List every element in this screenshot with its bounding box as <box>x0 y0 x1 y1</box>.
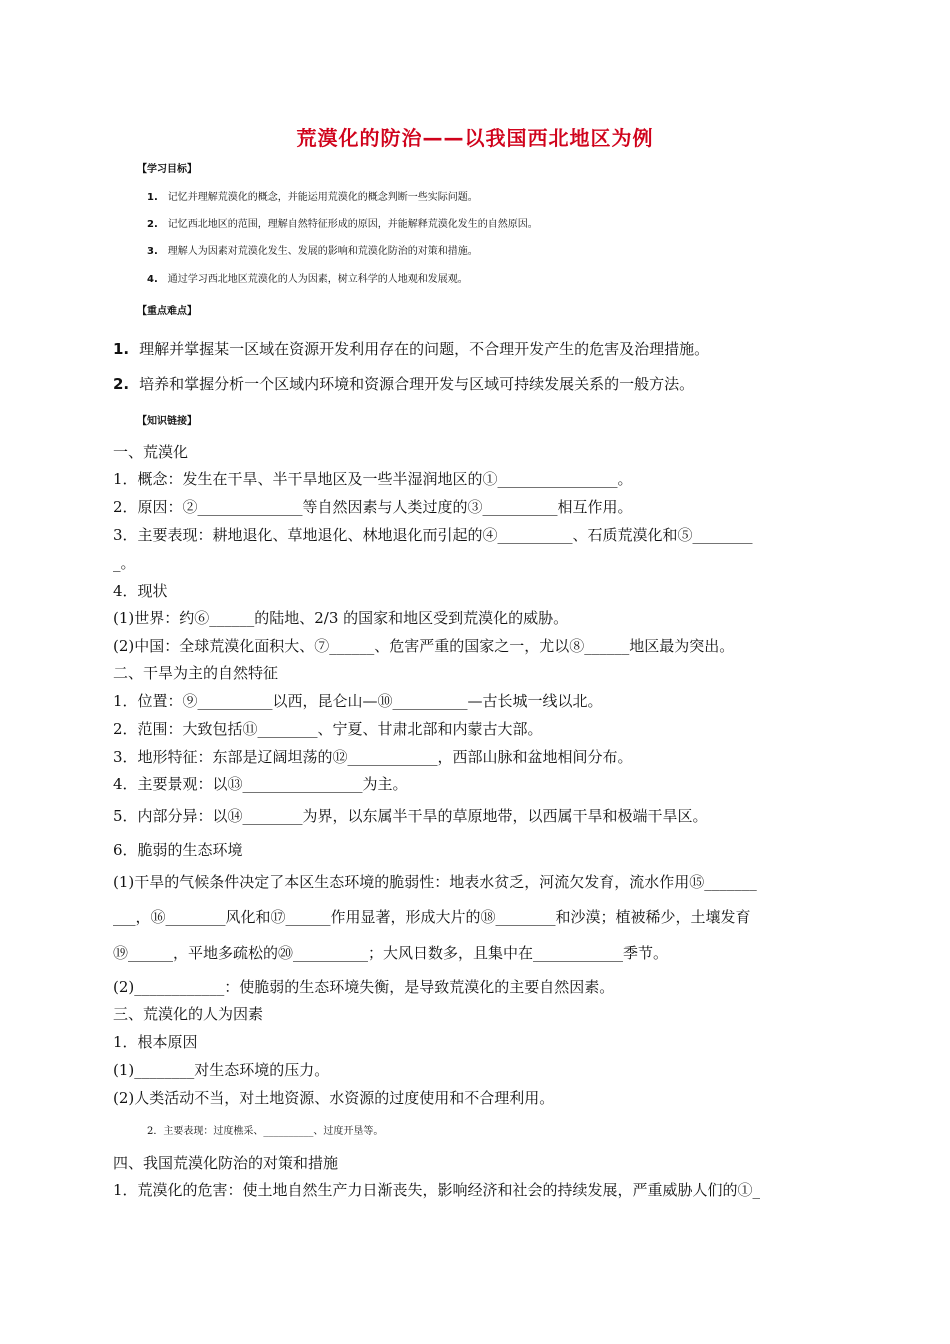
text-line: ⑲______，平地多疏松的⑳__________；大风日数多，且集中在____________季节。 <box>113 944 669 962</box>
text-line: 二、干旱为主的自然特征 <box>113 664 279 682</box>
goal-item <box>147 270 872 290</box>
goal-text: 记忆并理解荒漠化的概念，并能运用荒漠化的概念判断一些实际问题。 <box>167 192 478 203</box>
text-line: 4．现状 <box>113 582 168 600</box>
text-line: 4．主要景观：以⑬________________为主。 <box>113 775 408 793</box>
section-heading-key: 【重点难点】 <box>137 306 197 317</box>
text-line: (1)世界：约⑥______的陆地、2/3 的国家和地区受到荒漠化的威胁。 <box>113 609 569 627</box>
text-line: 1．位置：⑨__________以西，昆仑山—⑩__________—古长城一线以北。 <box>113 692 603 710</box>
text-line: 6．脆弱的生态环境 <box>113 841 243 859</box>
text-line: ___，⑯________风化和⑰______作用显著，形成大片的⑱________和沙漠；植被稀少，土壤发育 <box>113 908 751 926</box>
key-item <box>113 374 838 394</box>
key-item <box>113 339 838 359</box>
goal-number: 3. <box>147 246 158 257</box>
key-number: 2. <box>113 375 130 393</box>
text-line: (1)________对生态环境的压力。 <box>113 1061 330 1079</box>
text-line: 1．概念：发生在干旱、半干旱地区及一些半湿润地区的①________________。 <box>113 470 633 488</box>
key-text: 理解并掌握某一区域在资源开发利用存在的问题，不合理开发产生的危害及治理措施。 <box>139 340 710 358</box>
text-line: 5．内部分异：以⑭________为界，以东属半干旱的草原地带，以西属干旱和极端干旱区。 <box>113 807 708 825</box>
text-line: 三、荒漠化的人为因素 <box>113 1005 264 1023</box>
goal-text: 通过学习西北地区荒漠化的人为因素，树立科学的人地观和发展观。 <box>167 274 468 285</box>
section-heading-link: 【知识链接】 <box>137 416 197 427</box>
text-line: 3．地形特征：东部是辽阔坦荡的⑫____________，西部山脉和盆地相间分布。 <box>113 748 633 766</box>
page-title: 荒漠化的防治——以我国西北地区为例 <box>296 126 654 150</box>
text-line: (1)干旱的气候条件决定了本区生态环境的脆弱性：地表水贫乏，河流欠发育，流水作用⑮_______ <box>113 873 757 891</box>
text-line: 2．范围：大致包括⑪________、宁夏、甘肃北部和内蒙古大部。 <box>113 720 543 738</box>
text-line: 2．主要表现：过度樵采、__________、过度开垦等。 <box>147 1126 384 1137</box>
text-line: 1．根本原因 <box>113 1033 198 1051</box>
text-line: 一、荒漠化 <box>113 443 189 461</box>
text-line: 2．原因：②______________等自然因素与人类过度的③__________相互作用。 <box>113 498 633 516</box>
text-line: 四、我国荒漠化防治的对策和措施 <box>113 1154 339 1172</box>
text-line: (2)中国：全球荒漠化面积大、⑦______、危害严重的国家之一，尤以⑧______地区最为突出。 <box>113 637 735 655</box>
goal-item <box>147 215 872 235</box>
text-line: 1．荒漠化的危害：使土地自然生产力日渐丧失，影响经济和社会的持续发展，严重威胁人们的①_ <box>113 1181 761 1199</box>
goal-item <box>147 242 872 262</box>
text-line: _。 <box>113 554 136 572</box>
text-line: 3．主要表现：耕地退化、草地退化、林地退化而引起的④__________、石质荒漠化和⑤________ <box>113 526 753 544</box>
key-text: 培养和掌握分析一个区域内环境和资源合理开发与区域可持续发展关系的一般方法。 <box>139 375 695 393</box>
section-heading-goals: 【学习目标】 <box>137 164 197 175</box>
key-number: 1. <box>113 340 130 358</box>
goal-number: 4. <box>147 274 158 285</box>
text-line: (2)人类活动不当，对土地资源、水资源的过度使用和不合理利用。 <box>113 1089 555 1107</box>
goal-number: 1. <box>147 192 158 203</box>
goal-text: 理解人为因素对荒漠化发生、发展的影响和荒漠化防治的对策和措施。 <box>167 246 478 257</box>
goal-item <box>147 188 872 208</box>
goal-number: 2. <box>147 219 158 230</box>
goal-text: 记忆西北地区的范围，理解自然特征形成的原因，并能解释荒漠化发生的自然原因。 <box>167 219 538 230</box>
text-line: (2)____________：使脆弱的生态环境失衡，是导致荒漠化的主要自然因素。 <box>113 978 615 996</box>
